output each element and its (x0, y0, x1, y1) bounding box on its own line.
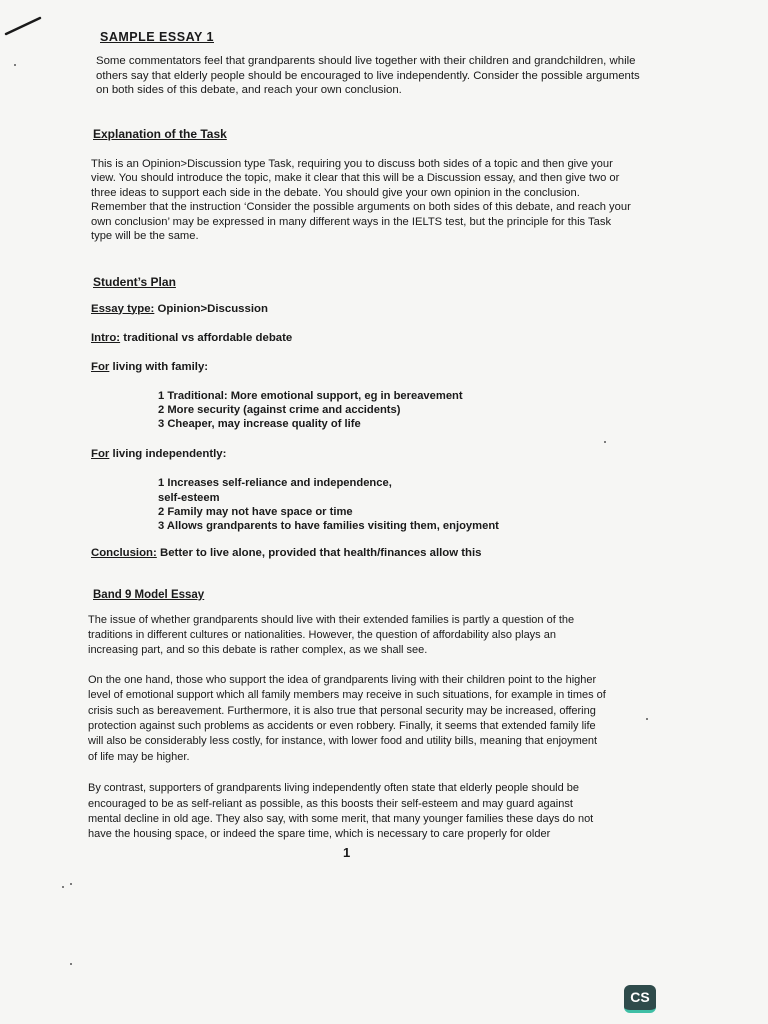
conclusion-label: Conclusion: (91, 546, 157, 559)
page-number: 1 (343, 845, 351, 860)
plan-heading: Student’s Plan (93, 274, 176, 289)
list-item: self-esteem (158, 491, 220, 504)
explanation-paragraph-2: Remember that the instruction ‘Consider the possible arguments on both sides of this debate, and reach your own conclusion’ may be expressed in many different ways in the IELTS test, but the principle for this Task type will be the same. (91, 201, 631, 242)
list-item: 3 Allows grandparents to have families visiting them, enjoyment (158, 520, 499, 533)
list-item: 2 More security (against crime and accidents) (158, 403, 401, 416)
essay-type-value: Opinion>Discussion (154, 302, 268, 315)
list-item: 3 Cheaper, may increase quality of life (158, 418, 361, 431)
camscanner-logo: CS (624, 985, 656, 1013)
task-prompt: Some commentators feel that grandparents should live together with their children and grandchildren, while others say that elderly people should be encouraged to live independently. Consider the possible arguments on both sides of this debate, and reach your own conclusion. (96, 55, 640, 96)
explanation-heading: Explanation of the Task (93, 126, 227, 141)
independent-points-list (158, 476, 648, 533)
pen-stroke-mark (4, 12, 44, 40)
for-family-label: For (91, 360, 110, 373)
intro-label: Intro: (91, 331, 121, 344)
scan-speck (70, 883, 72, 885)
list-item: 2 Family may not have space or time (158, 505, 353, 518)
scan-speck (14, 64, 16, 66)
model-essay-paragraph-3: By contrast, supporters of grandparents living independently often state that elderly people should be encouraged to be as self-reliant as possible, as this boosts their self-esteem and may guard against mental decline in old age. They also say, with some merit, that many younger families these days do not have the housing space, or indeed the spare time, which is necessary to care properly for older (88, 782, 594, 841)
plan-for-independent (91, 447, 648, 462)
explanation-paragraph-1: This is an Opinion>Discussion type Task, requiring you to discuss both sides of a topic and then give your view. You should introduce the topic, make it clear that this will be a Discussion essay, and then give two or three ideas to support each side in the debate. You should give your own opinion in the conclusion. (91, 157, 620, 199)
plan-intro (91, 331, 648, 346)
model-essay-paragraph-1: The issue of whether grandparents should live with their extended families is partly a question of the traditions in different cultures or nationalities. However, the question of affordability also plays an increasing part, and so this debate is rather complex, as we shall see. (88, 613, 575, 657)
model-essay-paragraph-2: On the one hand, those who support the idea of grandparents living with their children point to the higher level of emotional support which all family members may receive in such situations, for example in times of crisis such as bereavement. Furthermore, it is also true that personal security may be increased, offering protection against such problems as accidents or even robbery. Finally, it seems that extended family life will also be considerably less costly, for instance, with lower food and utility bills, meaning that enjoyment of life may be higher. (88, 673, 606, 763)
for-independent-label: For (91, 448, 110, 461)
for-independent-value: living independently: (109, 448, 227, 461)
for-family-value: living with family: (109, 360, 209, 373)
document-body (88, 28, 648, 843)
scan-speck (62, 886, 64, 888)
intro-value: traditional vs affordable debate (120, 331, 293, 344)
scan-speck (70, 963, 72, 965)
list-item: 1 Increases self-reliance and independence, (158, 477, 392, 490)
list-item: 1 Traditional: More emotional support, eg in bereavement (158, 389, 463, 402)
essay-type-label: Essay type: (91, 302, 155, 315)
model-essay-heading: Band 9 Model Essay (93, 588, 205, 601)
document-title: SAMPLE ESSAY 1 (100, 30, 214, 44)
family-points-list (158, 389, 648, 432)
plan-essay-type (91, 302, 648, 317)
plan-for-family (91, 360, 648, 375)
plan-conclusion (91, 546, 648, 561)
conclusion-value: Better to live alone, provided that health/finances allow this (156, 546, 482, 559)
